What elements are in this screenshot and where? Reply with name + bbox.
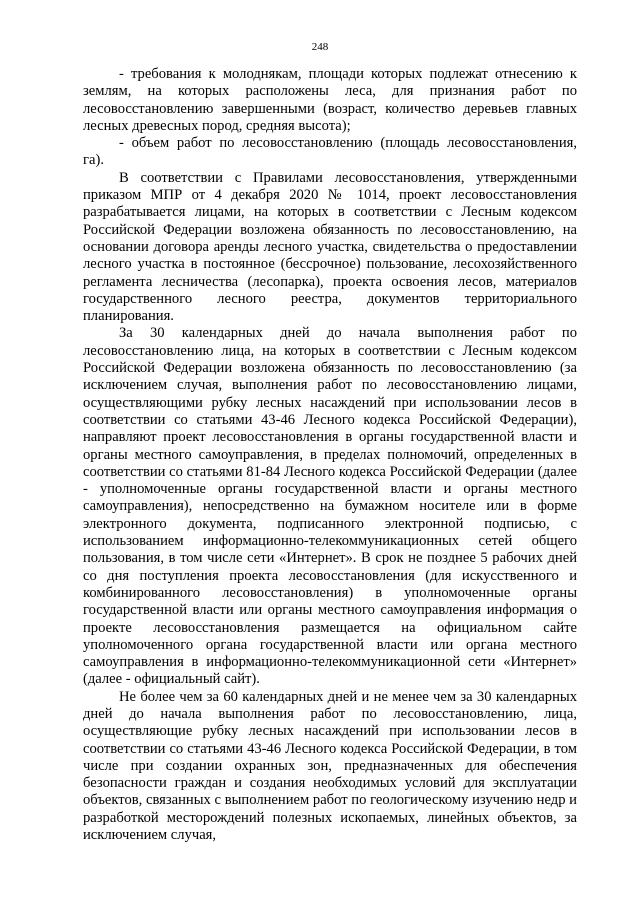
paragraph-work-volume: - объем работ по лесовосстановлению (площадь лесовосстановления, га). bbox=[83, 135, 577, 169]
paragraph-requirements-young-growth: - требования к молоднякам, площади которых подлежат отнесению к землям, на которых расположены леса, для признания работ по лесовосстановлению завершенными (возраст, количество деревьев главных лесных древесных пород, средняя высота); bbox=[83, 66, 577, 134]
paragraph-sixty-days-notice: Не более чем за 60 календарных дней и не менее чем за 30 календарных дней до начала выполнения работ по лесовосстановлению, лица, осуществляющие рубку лесных насаждений при использовании лесов в соответствии со статьями 43-46 Лесного кодекса Российской Федерации, в том числе при создании охранных зон, предназначенных для обеспечения безопасности граждан и создания необходимых условий для эксплуатации объектов, связанных с выполнением работ по геологическому изучению недр и разработкой месторождений полезных ископаемых, линейных объектов, за исключением случая, bbox=[83, 688, 577, 844]
paragraph-thirty-days-notice: За 30 календарных дней до начала выполнения работ по лесовосстановлению лица, на которых в соответствии с Лесным кодексом Российской Федерации возложена обязанность по лесовосстановлению (за исключением случая, выполнения работ по лесовосстановлению лицами, осуществляющими рубку лесных насаждений при использовании лесов в соответствии со статьями 43-46 Лесного кодекса Российской Федерации), направляют проект лесовосстановления в органы государственной власти и органы местного самоуправления, в пределах полномочий, определенных в соответствии со статьями 81-84 Лесного кодекса Российской Федерации (далее - уполномоченные органы государственной власти и органы местного самоуправления), непосредственно на бумажном носителе или в форме электронного документа, подписанного электронной подписью, с использованием информационно-телекоммуникационных сетей общего пользования, в том числе сети «Интернет». В срок не позднее 5 рабочих дней со дня поступления проекта лесовосстановления (для искусственного и комбинированного лесовосстановления) в уполномоченные органы государственной власти или органы местного самоуправления информация о проекте лесовосстановления размещается на официальном сайте уполномоченного органа государственной власти или органа местного самоуправления в информационно-телекоммуникационной сети «Интернет» (далее - официальный сайт). bbox=[83, 325, 577, 688]
paragraph-reforestation-rules: В соответствии с Правилами лесовосстановления, утвержденными приказом МПР от 4 декабря 2020 № 1014, проект лесовосстановления разрабатывается лицами, на которых в соответствии с Лесным кодексом Российской Федерации возложена обязанность по лесовосстановлению, на основании договора аренды лесного участка, свидетельства о предоставлении лесного участка в постоянное (бессрочное) пользование, лесохозяйственного регламента лесничества (лесопарка), проекта освоения лесов, материалов государственного лесного реестра, документов территориального планирования. bbox=[83, 169, 577, 325]
page-number: 248 bbox=[311, 41, 329, 53]
document-body bbox=[83, 66, 577, 844]
